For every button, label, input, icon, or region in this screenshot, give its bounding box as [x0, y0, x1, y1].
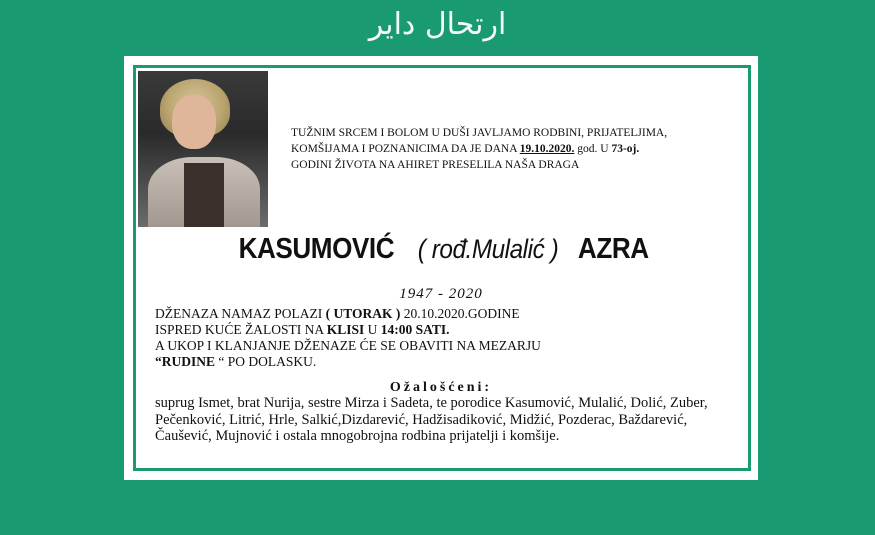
death-date: 19.10.2020.	[519, 143, 575, 155]
announcement-intro	[291, 125, 671, 173]
details-l4-text: “ PO DOLASKU.	[215, 354, 317, 369]
details-l2-mid: U	[364, 322, 381, 337]
deceased-photo	[138, 71, 268, 227]
obituary-card	[124, 56, 758, 480]
age-text: 73-oj.	[611, 143, 640, 155]
details-line-1	[155, 306, 735, 322]
arabic-calligraphy-header	[300, 0, 575, 48]
intro-line-2-mid: god. U	[574, 143, 612, 155]
quote-open: “	[155, 354, 162, 369]
details-line-3: A UKOP I KLANJANJE DŽENAZE ĆE SE OBAVITI NA MEZARJU	[155, 338, 541, 353]
funeral-time: 14:00 SATI.	[380, 322, 450, 337]
given-name: AZRA	[577, 233, 649, 265]
calligraphy-text: ارتحال دایر	[368, 6, 507, 42]
mourners-heading: Ožalošćeni:	[389, 380, 493, 395]
details-l1-text: DŽENAZA NAMAZ POLAZI	[155, 306, 326, 321]
intro-line-3: GODINI ŽIVOTA NA AHIRET PRESELILA NAŠA DRAGA	[291, 159, 580, 171]
intro-line-2-text: KOMŠIJAMA I POZNANICIMA DA JE DANA	[291, 143, 520, 155]
photo-face	[172, 95, 216, 149]
funeral-date: 20.10.2020.GODINE	[400, 306, 520, 321]
cemetery-name: RUDINE	[161, 354, 216, 369]
location: KLISI	[326, 322, 365, 337]
deceased-name	[127, 233, 755, 266]
weekday: ( UTORAK )	[325, 306, 401, 321]
surname: KASUMOVIĆ	[238, 233, 394, 265]
details-l2-text: ISPRED KUĆE ŽALOSTI NA	[155, 322, 327, 337]
photo-dress	[184, 163, 224, 227]
maiden-name: ( rođ.Mulalić )	[417, 234, 559, 264]
details-line-4	[155, 354, 735, 370]
life-years: 1947 - 2020	[399, 286, 483, 302]
funeral-details	[155, 306, 735, 370]
details-line-2	[155, 322, 735, 338]
intro-line-2	[291, 141, 671, 157]
intro-line-1: TUŽNIM SRCEM I BOLOM U DUŠI JAVLJAMO RODBINI, PRIJATELJIMA,	[291, 127, 668, 139]
mourners-list: suprug Ismet, brat Nurija, sestre Mirza i Sadeta, te porodice Kasumović, Mulalić, Dolić, Zuber, Pečenković, Litrić, Hrle, Salkić,Dizdarević, Hadžisadiković, Midžić, Pozderac, Baždarević, Čaušević, Mujnović i ostala mnogobrojna rodbina prijatelji i komšije.	[155, 395, 708, 444]
